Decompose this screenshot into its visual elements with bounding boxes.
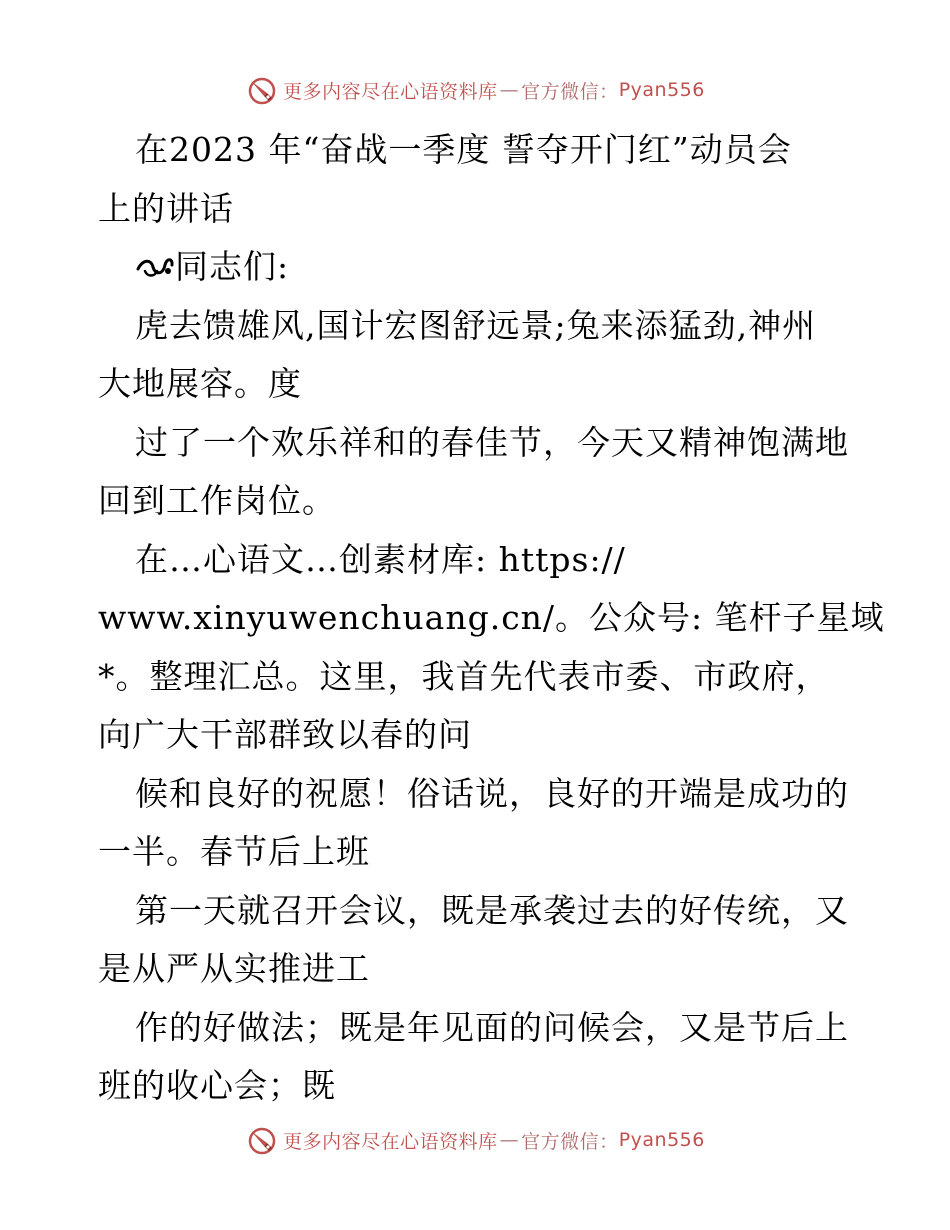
paragraph-line: 是从严从实推进工 <box>98 949 370 988</box>
banner-wechat-id: Pyan556 <box>618 1129 705 1151</box>
document-body <box>98 121 885 1116</box>
banner-site-text: 更多内容尽在心语资料库 <box>283 80 498 103</box>
banner-site-text: 更多内容尽在心语资料库 <box>283 1130 498 1153</box>
banner-separator: — <box>499 1129 520 1151</box>
greeting-line <box>98 238 858 297</box>
title-line-2: 上的讲话 <box>98 188 234 228</box>
footer-banner <box>0 1118 950 1162</box>
paragraph-line: 过了一个欢乐祥和的春佳节，今天又精神饱满地 <box>135 422 849 462</box>
pen-nib-logo-icon <box>245 73 279 107</box>
paragraph-line: 班的收心会；既 <box>98 1066 336 1105</box>
paragraph-line: 在…心语文…创素材库: https:// <box>135 539 626 579</box>
paragraph-line: 一半。春节后上班 <box>98 832 370 871</box>
flourish-ornament-icon <box>135 251 175 281</box>
banner-wechat-label: 官方微信： <box>521 1130 619 1153</box>
paragraph-line: *。整理汇总。这里，我首先代表市委、市政府， <box>98 656 830 696</box>
paragraph-line: 作的好做法；既是年见面的问候会，又是节后上 <box>135 1007 849 1047</box>
pen-nib-logo-icon <box>245 1123 279 1157</box>
greeting-text: 同志们: <box>175 247 290 286</box>
banner-wechat-id: Pyan556 <box>618 79 705 101</box>
paragraph-line: 回到工作岗位。 <box>98 481 336 520</box>
banner-separator: — <box>499 79 520 101</box>
paragraph-line: 大地展容。度 <box>98 364 302 403</box>
paragraph-line: www.xinyuwenchuang.cn/。公众号: 笔杆子星域 <box>98 598 885 637</box>
title-line-1: 在2023 年“奋战一季度 誓夺开门红”动员会 <box>135 130 792 169</box>
paragraph-line: 第一天就召开会议，既是承袭过去的好传统，又 <box>135 890 849 930</box>
banner-wechat-label: 官方微信： <box>521 80 619 103</box>
paragraph-line: 候和良好的祝愿！俗话说，良好的开端是成功的 <box>135 773 849 813</box>
paragraph-line: 虎去馈雄风,国计宏图舒远景;兔来添猛劲,神州 <box>135 305 817 345</box>
header-banner <box>0 68 950 112</box>
paragraph-line: 向广大干部群致以春的问 <box>98 715 472 754</box>
